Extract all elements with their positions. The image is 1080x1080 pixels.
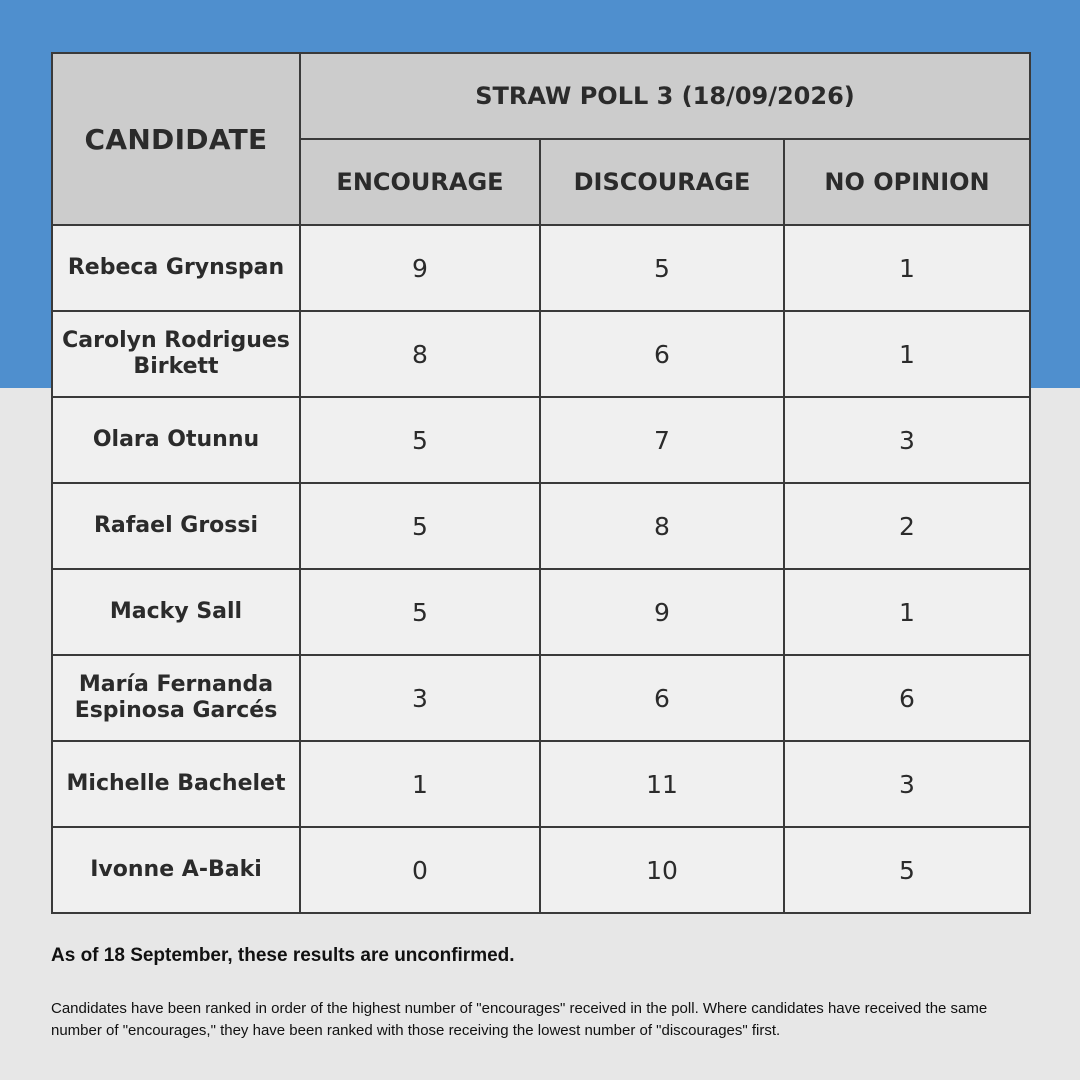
candidate-column-header: CANDIDATE — [52, 53, 300, 225]
encourage-count: 1 — [300, 741, 540, 827]
encourage-count: 5 — [300, 483, 540, 569]
candidate-name: Michelle Bachelet — [66, 771, 286, 796]
candidate-name: Macky Sall — [109, 599, 243, 624]
straw-poll-table — [51, 52, 1031, 914]
table-row — [52, 311, 1030, 397]
encourage-count: 9 — [300, 225, 540, 311]
discourage-count: 11 — [540, 741, 784, 827]
candidate-name: María Fernanda Espinosa Garcés — [74, 672, 278, 723]
encourage-count: 3 — [300, 655, 540, 741]
encourage-count: 5 — [300, 397, 540, 483]
table-row — [52, 827, 1030, 913]
discourage-count: 7 — [540, 397, 784, 483]
candidate-name: Ivonne A-Baki — [90, 857, 262, 882]
no-opinion-count: 1 — [784, 569, 1030, 655]
unconfirmed-results-note: As of 18 September, these results are unconfirmed. — [51, 945, 515, 966]
table-row — [52, 655, 1030, 741]
table-row — [52, 483, 1030, 569]
discourage-count: 6 — [540, 655, 784, 741]
candidate-name: Rebeca Grynspan — [67, 255, 285, 280]
no-opinion-count: 5 — [784, 827, 1030, 913]
no-opinion-count: 1 — [784, 311, 1030, 397]
straw-poll-header: STRAW POLL 3 (18/09/2026) — [300, 53, 1030, 139]
no-opinion-count: 2 — [784, 483, 1030, 569]
ranking-explanation-note: Candidates have been ranked in order of the highest number of "encourages" received in the poll. Where candidates have received the same number of "encourages," they have been ranked with those receiving the lowest number of "discourages" first. — [51, 1000, 988, 1039]
discourage-count: 6 — [540, 311, 784, 397]
encourage-count: 5 — [300, 569, 540, 655]
encourage-count: 0 — [300, 827, 540, 913]
candidate-name: Rafael Grossi — [93, 513, 259, 538]
table-row — [52, 397, 1030, 483]
encourage-column-header: ENCOURAGE — [300, 139, 540, 225]
table-header-row — [52, 53, 1030, 139]
discourage-count: 8 — [540, 483, 784, 569]
no-opinion-count: 1 — [784, 225, 1030, 311]
candidate-name: Olara Otunnu — [92, 427, 260, 452]
discourage-count: 9 — [540, 569, 784, 655]
discourage-count: 5 — [540, 225, 784, 311]
candidate-name: Carolyn Rodrigues Birkett — [62, 328, 290, 379]
no-opinion-column-header: NO OPINION — [784, 139, 1030, 225]
discourage-count: 10 — [540, 827, 784, 913]
no-opinion-count: 3 — [784, 741, 1030, 827]
table-row — [52, 569, 1030, 655]
table-row — [52, 225, 1030, 311]
encourage-count: 8 — [300, 311, 540, 397]
table-row — [52, 741, 1030, 827]
no-opinion-count: 6 — [784, 655, 1030, 741]
no-opinion-count: 3 — [784, 397, 1030, 483]
discourage-column-header: DISCOURAGE — [540, 139, 784, 225]
